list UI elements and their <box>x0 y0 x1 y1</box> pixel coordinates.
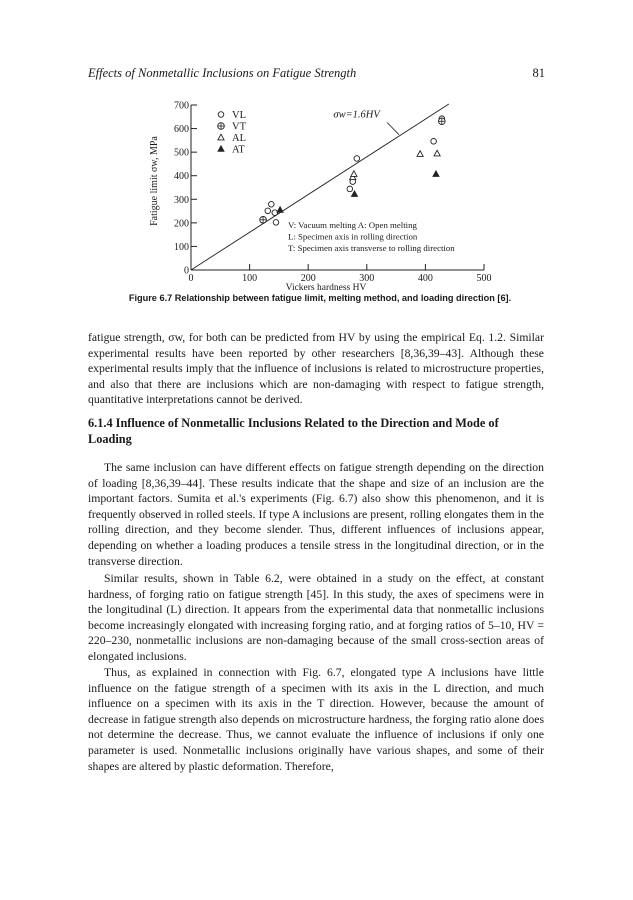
chart-note: L: Specimen axis in rolling direction <box>288 231 418 242</box>
point-al <box>351 171 357 177</box>
x-tick-label: 200 <box>300 273 316 284</box>
page-number: 81 <box>532 66 545 80</box>
legend-label-vl: VL <box>232 110 246 121</box>
y-tick-label: 100 <box>174 241 189 253</box>
point-at <box>351 191 357 197</box>
legend-item-at <box>218 145 246 156</box>
point-al <box>434 150 440 156</box>
chart-note: T: Specimen axis transverse to rolling direction <box>288 243 455 254</box>
legend-label-al: AL <box>232 133 246 144</box>
chart-legend <box>218 110 247 156</box>
figure-caption: Figure 6.7 Relationship between fatigue limit, melting method, and loading direction [6]. <box>128 293 512 303</box>
y-tick-label: 200 <box>174 218 189 230</box>
point-at <box>433 171 439 177</box>
paragraph-4: Thus, as explained in connection with Fig. 6.7, elongated type A inclusions have little influence on the fatigue strength of a specimen with its axis in the L direction, and much influence on a specimen with its axis in the T direction. However, because the amount of decrease in fatigue strength also depends on microstructure hardness, the forging ratio alone does not determine the decrease. Thus, we cannot evaluate the influence of inclusions if only one parameter is used. Nonmetallic inclusions originally have various shapes, and some of their shapes are altered by plastic deformation. Therefore, <box>88 666 544 773</box>
legend-label-vt: VT <box>232 121 246 133</box>
fit-line-label: σw=1.6HV <box>333 109 380 121</box>
x-tick-label: 500 <box>476 273 492 284</box>
fatigue-limit-chart <box>0 0 633 300</box>
y-tick-label: 0 <box>184 265 189 277</box>
chart-note: V: Vacuum melting A: Open melting <box>288 220 417 230</box>
legend-label-at: AT <box>232 144 245 156</box>
y-tick-label: 500 <box>174 147 189 159</box>
legend-marker-vt <box>218 123 225 130</box>
paragraph-1 <box>88 330 544 408</box>
x-axis-label: Vickers hardness HV <box>285 283 367 293</box>
point-vl <box>265 208 271 214</box>
legend-marker-at <box>218 146 224 152</box>
legend-item-vl <box>218 110 246 121</box>
point-vl <box>354 156 360 162</box>
running-head-title: Effects of Nonmetallic Inclusions on Fatigue Strength <box>88 66 357 80</box>
point-vl <box>347 186 353 192</box>
chart-notes <box>288 220 455 253</box>
point-vl <box>272 210 278 216</box>
paragraph-1-text: fatigue strength, σw, for both can be predicted from HV by using the empirical Eq. 1.2. Similar experimental results have been reported by other researchers [8,36,39–43]. Although these experimental results imply that the influence of inclusions is related to microstructure properties, and also that there are inclusions which are non-damaging with respect to fatigue strength, quantitative interpretations cannot be derived. <box>88 331 544 407</box>
section-heading: 6.1.4 Influence of Nonmetallic Inclusions Related to the Direction and Mode of Loading <box>88 416 499 446</box>
data-points <box>260 116 445 225</box>
x-tick-label: 100 <box>242 273 258 284</box>
point-vt <box>260 216 267 223</box>
legend-marker-al <box>218 134 224 140</box>
y-tick-label: 600 <box>174 124 189 136</box>
paragraph-3: Similar results, shown in Table 6.2, were obtained in a study on the effect, at constant hardness, of forging ratio on fatigue strength [45]. In this study, the axes of specimens were in the longitudinal (L) direction. It appears from the experimental data that nonmetallic inclusions become increasingly elongated with increasing forging ratio, and at forging ratios of 5–10, HV = 220–230, nonmetallic inclusions are non-damaging because of the small cross-section areas of elongated inclusions. <box>88 572 544 663</box>
series-al <box>350 150 441 179</box>
series-at <box>277 171 439 213</box>
point-at <box>277 207 283 213</box>
fit-line-leader <box>387 123 399 135</box>
point-vl <box>268 201 274 207</box>
y-axis-label: Fatigue limit σw, MPa <box>149 136 160 226</box>
x-tick-label: 0 <box>188 273 194 284</box>
paragraph-2: The same inclusion can have different effects on fatigue strength depending on the direction of loading [8,36,39–44]. These results indicate that the shape and size of an inclusion are the important factors. Sumita et al.'s experiments (Fig. 6.7) also show this phenomenon, and it is frequently observed in rolled steels. If type A inclusions are present, rolling elongates them in the rolling direction, and they become slender. Thus, different influences of inclusions appear, depending on whether a loading produces a tensile stress in the longitudinal direction, or in the transverse direction. <box>88 461 544 568</box>
legend-item-al <box>218 133 246 144</box>
x-tick-label: 400 <box>417 273 433 284</box>
x-tick-label: 300 <box>359 273 375 284</box>
series-vl <box>265 116 445 225</box>
legend-item-vt <box>218 122 247 133</box>
y-tick-label: 300 <box>174 194 189 206</box>
y-tick-label: 700 <box>174 100 189 112</box>
point-vt <box>439 118 446 125</box>
legend-marker-vl <box>218 112 224 118</box>
point-vl <box>273 220 279 226</box>
point-vl <box>431 139 437 145</box>
point-al <box>417 151 423 157</box>
y-tick-label: 400 <box>174 171 189 183</box>
